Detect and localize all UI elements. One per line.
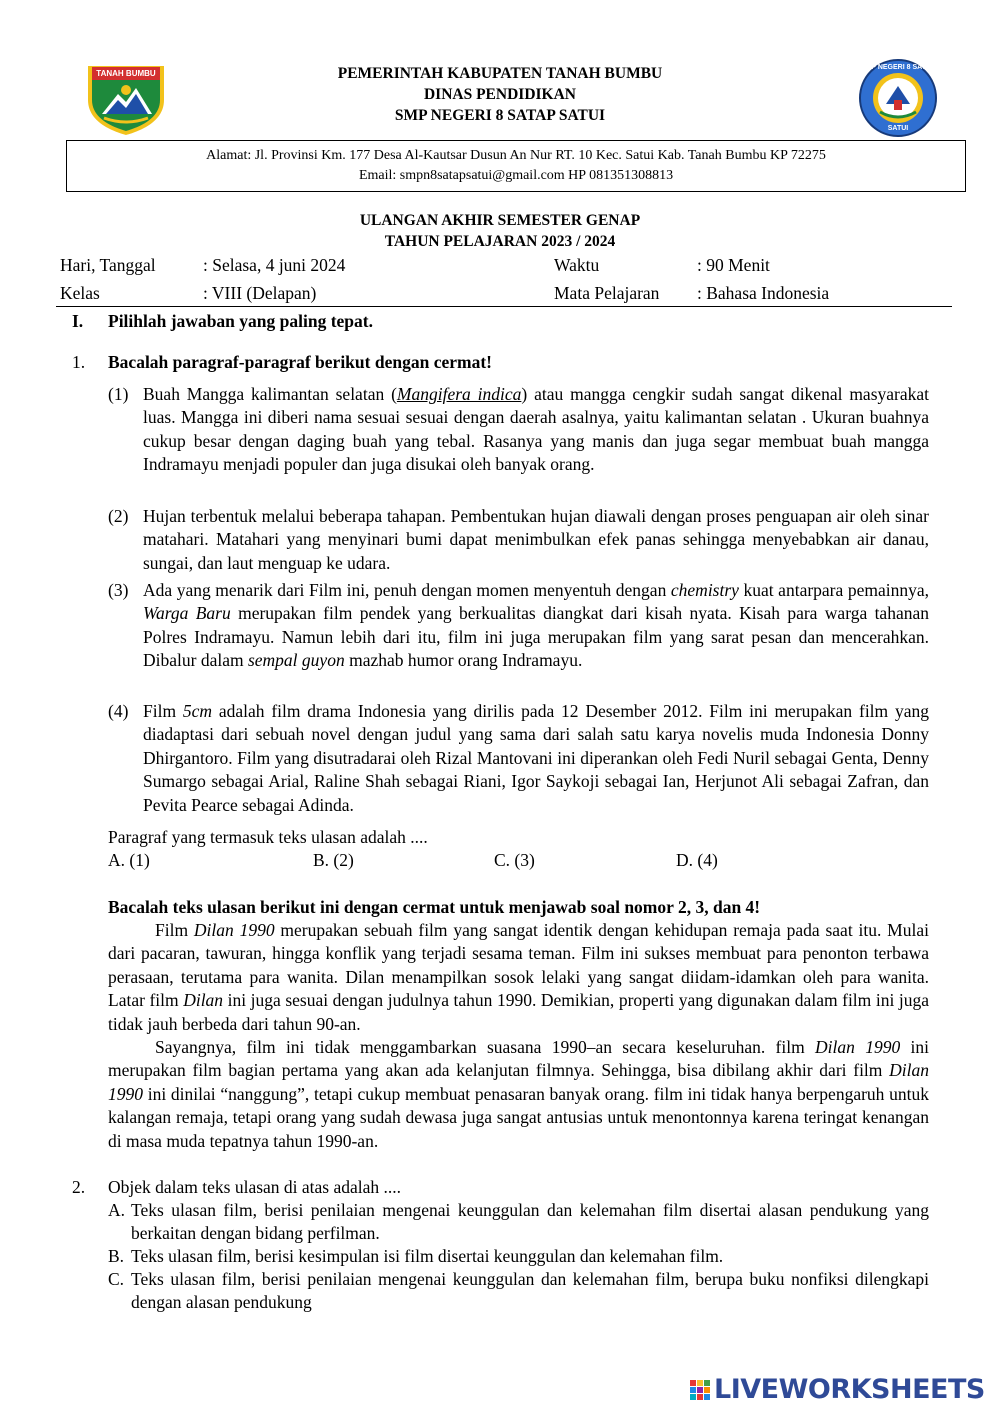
question-1-number: 1. <box>72 352 86 372</box>
q2-option-c[interactable]: Teks ulasan film, berisi penilaian mengenai keunggulan dan kelemahan film, berupa buku nonfiksi dilengkapi dengan alasan pendukung <box>131 1269 929 1313</box>
class-value: : VIII (Delapan) <box>203 283 317 303</box>
exam-title: ULANGAN AKHIR SEMESTER GENAP <box>359 212 641 229</box>
paragraph-4-text: Film <box>143 701 183 721</box>
header-divider <box>56 306 952 307</box>
film-title: Dilan 1990 <box>815 1037 901 1057</box>
paragraph-3-text: Ada yang menarik dari Film ini, penuh dengan momen menyentuh dengan <box>143 580 671 600</box>
paragraph-1-text: Buah Mangga kalimantan selatan ( <box>143 384 397 404</box>
film-title: Dilan 1990 <box>193 920 275 940</box>
review-text: Sayangnya, film ini tidak menggambarkan suasana 1990–an secara keseluruhan. film <box>155 1037 816 1057</box>
liveworksheets-wordmark: LIVEWORKSHEETS <box>714 1374 985 1405</box>
paragraph-2-number: (2) <box>108 506 129 526</box>
q1-option-c[interactable]: C. (3) <box>494 850 535 870</box>
school-title: SMP NEGERI 8 SATAP SATUI <box>394 107 606 124</box>
question-2-prompt: Objek dalam teks ulasan di atas adalah .... <box>108 1177 402 1197</box>
right-logo-subtext: SATUI <box>887 125 909 132</box>
time-label: Waktu <box>554 255 600 275</box>
latin-name: Mangifera indica <box>396 384 522 404</box>
paragraph-4-text-cont: adalah film drama Indonesia yang dirilis pada 12 Desember 2012. Film ini merupakan film yang diadaptasi dari sebuah novel dengan judul yang sama dari salah satu karya novelis muda Indonesia Donny Dhirgantoro. Film yang disutradarai oleh Rizal Mantovani ini diperankan oleh Fedi Nuril sebagai Genta, Denny Sumargo sebagai Arial, Raline Shah sebagai Riani, Igor Saykoji sebagai Ian, Herjunot Ali sebagai Zafran, dan Pevita Pearce sebagai Adinda. <box>143 701 929 815</box>
question-1-instruction: Bacalah paragraf-paragraf berikut dengan cermat! <box>108 352 492 372</box>
paragraph-3-text-cont: kuat antarpara pemainnya, <box>738 580 929 600</box>
school-logo <box>856 56 940 140</box>
q2-option-b[interactable]: Teks ulasan film, berisi kesimpulan isi film disertai keunggulan dan kelemahan film. <box>131 1246 724 1266</box>
question-2-number: 2. <box>72 1177 86 1197</box>
q1-option-d[interactable]: D. (4) <box>676 850 718 870</box>
review-text-cont: merupakan sebuah film yang sangat identik dengan kehidupan remaja pada saat itu. Mulai dari pacaran, tawuran, hingga konflik yang terjadi sesama teman. Film ini sukses membuat para penonton terbawa perasaan, terutama para wanita. Dilan menampilkan sosok lelaki yang sangat diidam-idamkan oleh para wanita. Latar film <box>108 920 929 1011</box>
q2-option-a-letter[interactable]: A. <box>108 1200 126 1220</box>
day-value: : Selasa, 4 juni 2024 <box>203 255 346 275</box>
review-paragraph-1 <box>108 919 929 1036</box>
subject-value: : Bahasa Indonesia <box>697 283 830 303</box>
review-paragraph-2 <box>108 1036 929 1153</box>
italic-term: chemistry <box>670 580 739 600</box>
paragraph-2: Hujan terbentuk melalui beberapa tahapan. Pembentukan hujan diawali dengan proses penguapan air oleh sinar matahari. Matahari yang menyinari bumi dapat menimbulkan efek panas sehingga menyebabkan air danau, sungai, dan laut menguap ke udara. <box>143 506 929 573</box>
right-logo-text: SMP NEGERI 8 SATAP <box>860 64 936 71</box>
question-1-prompt: Paragraf yang termasuk teks ulasan adalah .... <box>108 827 428 847</box>
review-instruction: Bacalah teks ulasan berikut ini dengan cermat untuk menjawab soal nomor 2, 3, dan 4! <box>108 897 761 917</box>
subject-label: Mata Pelajaran <box>554 283 660 303</box>
paragraph-3-text-cont: merupakan film pendek yang berkualitas diangkat dari kisah nyata. Kisah para warga tahanan Polres Indramayu. Namun lebih dari itu, film ini juga merupakan film yang sarat pesan dan mencerahkan. Dibalur dalam <box>143 603 929 671</box>
paragraph-3 <box>143 579 929 673</box>
q2-option-a[interactable]: Teks ulasan film, berisi penilaian mengenai keunggulan dan kelemahan film disertai alasan pendukung yang berkaitan dengan bidang perfilman. <box>131 1200 929 1244</box>
liveworksheets-logo-icon <box>690 1380 710 1400</box>
review-text-end: ini juga sesuai dengan judulnya tahun 1990. Demikian, properti yang digunakan dalam film ini juga tidak jauh berbeda dari tahun 90-an. <box>108 990 929 1034</box>
paragraph-1-number: (1) <box>108 384 129 404</box>
section-number: I. <box>72 311 84 331</box>
paragraph-1 <box>143 383 929 477</box>
paragraph-3-text-end: mazhab humor orang Indramayu. <box>344 650 583 671</box>
q1-option-a[interactable]: A. (1) <box>108 850 150 870</box>
government-title: PEMERINTAH KABUPATEN TANAH BUMBU <box>337 65 663 82</box>
paragraph-1-text-cont: ) atau mangga cengkir sudah sangat dikenal masyarakat luas. Mangga ini diberi nama sesuai sesuai dengan daerah asalnya, yaitu kalimantan selatan . Ukuran buahnya cukup besar dengan daging buah yang tebal. Rasanya yang manis dan juga segar membuat buah mangga Indramayu menjadi populer dan juga disukai oleh banyak orang. <box>143 384 929 475</box>
review-text: Film <box>155 920 194 940</box>
q2-option-b-letter[interactable]: B. <box>108 1246 125 1266</box>
school-address: Alamat: Jl. Provinsi Km. 177 Desa Al-Kautsar Dusun An Nur RT. 10 Kec. Satui Kab. Tanah Bumbu KP 72275 <box>206 148 826 163</box>
film-title: Warga Baru <box>143 603 231 624</box>
day-label: Hari, Tanggal <box>60 255 156 275</box>
review-text-cont: ini merupakan film bagian pertama yang akan ada kelanjutan filmnya. Sehingga, bisa dibilang akhir dari film <box>108 1037 929 1081</box>
left-logo-text: TANAH BUMBU <box>96 69 156 78</box>
paragraph-3-number: (3) <box>108 580 129 600</box>
film-title: Dilan 1990 <box>108 1060 929 1104</box>
review-text-end: ini dinilai “nanggung”, tetapi cukup membuat penasaran banyak orang. film ini tidak hanya berpengaruh untuk kalangan remaja, tetapi orang yang sudah dewasa juga sangat antusias untuk menontonnya karena teringat kenangan di masa muda tepatnya tahun 1990-an. <box>108 1083 929 1151</box>
paragraph-4-number: (4) <box>108 701 129 721</box>
department-title: DINAS PENDIDIKAN <box>423 86 576 103</box>
q2-option-c-letter[interactable]: C. <box>108 1269 125 1289</box>
academic-year: TAHUN PELAJARAN 2023 / 2024 <box>384 233 616 250</box>
q1-option-b[interactable]: B. (2) <box>313 850 354 870</box>
school-contact: Email: smpn8satapsatui@gmail.com HP 081351308813 <box>358 168 674 183</box>
film-title: 5cm <box>182 701 213 721</box>
italic-term: sempal guyon <box>247 650 345 671</box>
paragraph-4 <box>143 700 929 817</box>
film-title: Dilan <box>183 990 224 1011</box>
time-value: : 90 Menit <box>697 255 770 275</box>
address-box <box>66 140 966 192</box>
section-instruction: Pilihlah jawaban yang paling tepat. <box>108 311 373 331</box>
class-label: Kelas <box>60 283 100 303</box>
liveworksheets-brand[interactable] <box>690 1374 990 1406</box>
